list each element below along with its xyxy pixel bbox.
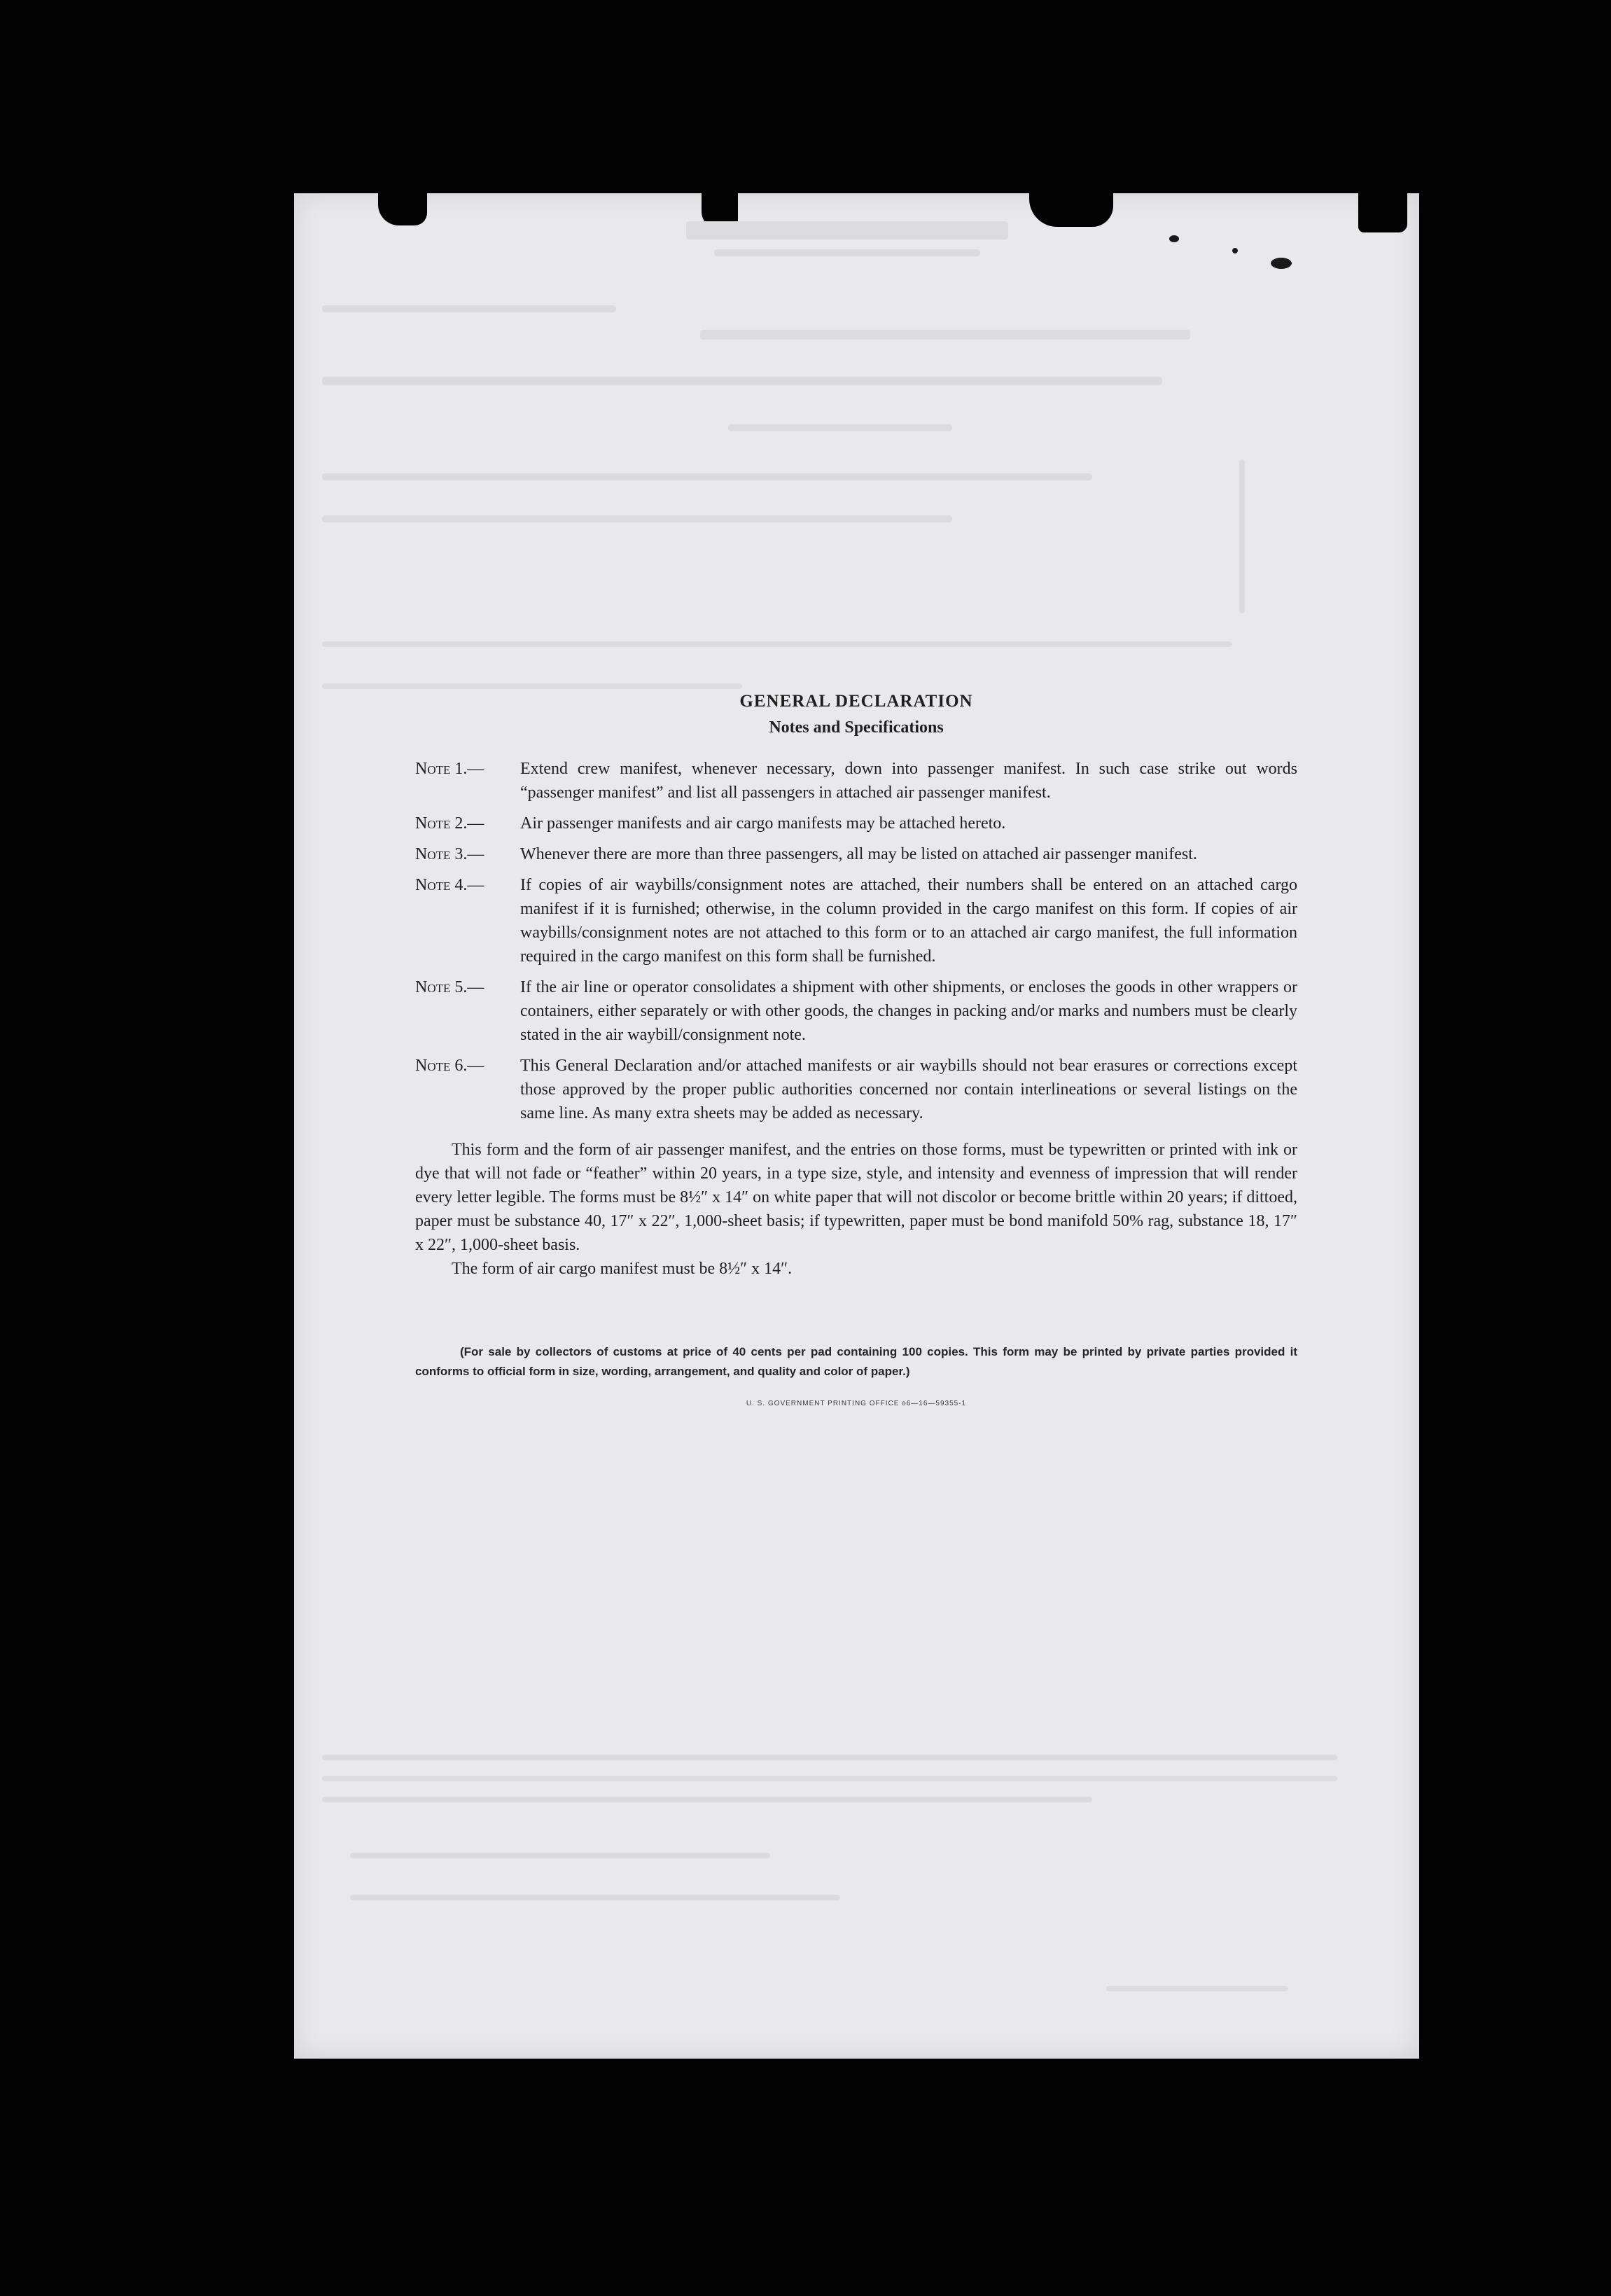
note-text: Whenever there are more than three passengers, all may be listed on attached air passenger manifest.: [520, 845, 1197, 863]
note-label: Note 5.—: [415, 978, 484, 996]
note-text: If the air line or operator consolidates a shipment with other shipments, or encloses the goods in other wrappers or containers, either separately or with other goods, the changes in packing and/or marks and numbers must be clearly stated in the air waybill/consignment note.: [520, 978, 1297, 1044]
note-text: Extend crew manifest, whenever necessary, down into passenger manifest. In such case strike out words “passenger manifest” and list all passengers in attached air passenger manifest.: [520, 760, 1297, 802]
note-text: Air passenger manifests and air cargo manifests may be attached hereto.: [520, 814, 1006, 833]
note-label: Note 2.—: [415, 814, 484, 833]
note-5: [415, 975, 1297, 1047]
note-label: Note 6.—: [415, 1057, 484, 1075]
torn-edge-mark: [702, 193, 738, 230]
specifications-paragraph: This form and the form of air passenger manifest, and the entries on those forms, must be typewritten or printed with ink or dye that will not fade or “feather” within 20 years, in a type size, style, and intensity and evenness of impression that will render every letter legible. The forms must be 8½″ x 14″ on white paper that will not discolor or become brittle within 20 years; if dittoed, paper must be substance 40, 17″ x 22″, 1,000-sheet basis; if typewritten, paper must be bond manifold 50% rag, substance 18, 17″ x 22″, 1,000-sheet basis.: [415, 1141, 1297, 1254]
torn-edge-mark: [1358, 193, 1407, 232]
note-label: Note 1.—: [415, 760, 484, 778]
ink-speck: [1232, 248, 1238, 253]
declaration-notes: [415, 692, 1297, 1407]
note-6: [415, 1054, 1297, 1125]
ink-speck: [1271, 258, 1292, 269]
sale-notice: (For sale by collectors of customs at price of 40 cents per pad containing 100 copies. This form may be printed by private parties provided it conforms to official form in size, wording, arrangement, and quality and color of paper.): [415, 1345, 1297, 1378]
document-page: [294, 193, 1419, 2059]
note-4: [415, 873, 1297, 968]
note-label: Note 3.—: [415, 845, 484, 863]
note-text: If copies of air waybills/consignment notes are attached, their numbers shall be entered on an attached cargo manifest if it is furnished; otherwise, in the column provided in the cargo manifest on this form. If copies of air waybills/consignment notes are not attached to this form or to an attached air cargo manifest, the full information required in the cargo manifest on this form shall be furnished.: [520, 876, 1297, 966]
ink-speck: [1169, 235, 1179, 242]
note-label: Note 4.—: [415, 876, 484, 894]
cargo-manifest-size-line: The form of air cargo manifest must be 8½″ x 14″.: [452, 1260, 793, 1278]
torn-edge-mark: [378, 193, 427, 225]
document-title: GENERAL DECLARATION: [739, 692, 973, 711]
note-2: [415, 812, 1297, 835]
torn-edge-mark: [1029, 193, 1113, 227]
note-text: This General Declaration and/or attached manifests or air waybills should not bear erasures or corrections except those approved by the proper public authorities concerned nor contain interlineations or several listings on the same line. As many extra sheets may be added as necessary.: [520, 1057, 1297, 1122]
note-1: [415, 757, 1297, 805]
printer-imprint: U. S. GOVERNMENT PRINTING OFFICE o6—16—59355-1: [746, 1400, 967, 1407]
document-subtitle: Notes and Specifications: [769, 718, 944, 737]
note-3: [415, 842, 1297, 866]
